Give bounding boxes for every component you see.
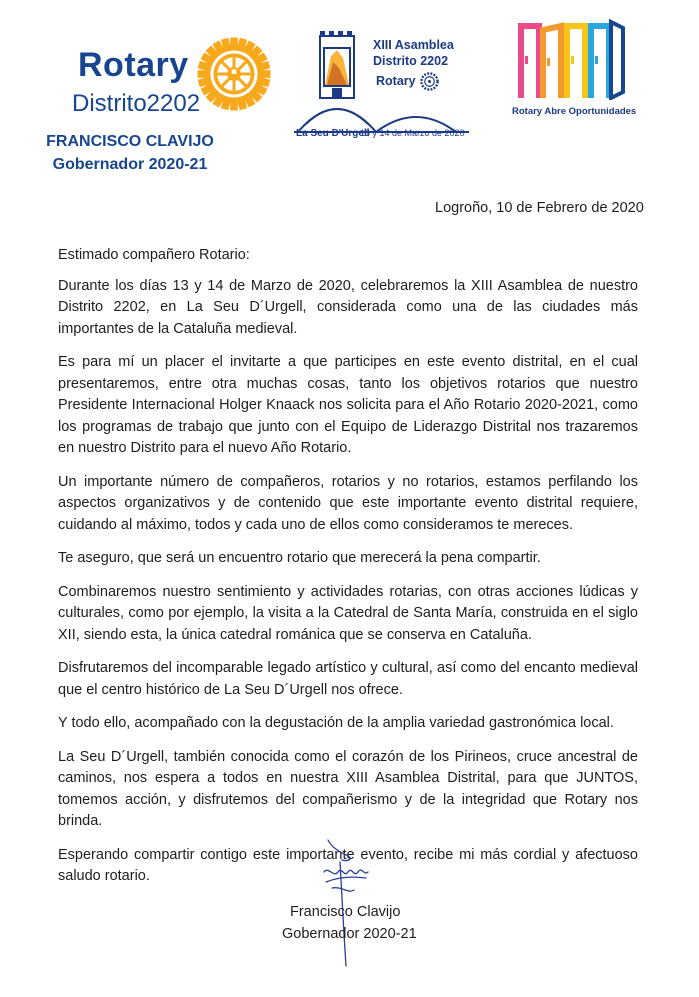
assembly-dates: 13 y 14 de Marzo de 2020 — [360, 128, 465, 138]
letter-paragraph: Y todo ello, acompañado con la degustación de la amplia variedad gastronómica local. — [58, 715, 614, 731]
doors-logo-caption: Rotary Abre Oportunidades — [512, 106, 637, 117]
assembly-title-line2: Distrito 2202 — [373, 54, 449, 68]
signatory-name: Francisco Clavijo — [290, 904, 401, 920]
assembly-rotary-word: Rotary — [376, 74, 416, 88]
letter-paragraph: Es para mí un placer el invitarte a que participes en este evento distrital, en el cual presentaremos, entre otra muchas cosas, tanto los objetivos rotarios que nuestro Presidente Internacional Holger Knaack nos solicita para el Año Rotario 2020-2021, como los programas de trabajo que junto con el Equipo de Liderazgo Distrital nos trazaremos en nuestro Distrito para el nuevo Año Rotario. — [58, 354, 638, 456]
rotary-wheel-icon — [196, 36, 272, 112]
governor-name: FRANCISCO CLAVIJO — [46, 133, 214, 150]
assembly-place: La Seu D'Urgell — [296, 128, 370, 139]
place-and-date: Logroño, 10 de Febrero de 2020 — [435, 200, 644, 216]
greeting: Estimado compañero Rotario: — [58, 247, 250, 263]
letter-paragraph: Te aseguro, que será un encuentro rotario que merecerá la pena compartir. — [58, 550, 541, 566]
letter-paragraph: Disfrutaremos del incomparable legado artístico y cultural, así como del encanto medieval que el centro histórico de La Seu D´Urgell nos ofrece. — [58, 660, 638, 698]
letter-paragraph: Esperando compartir contigo este importante evento, recibe mi más cordial y afectuoso saludo rotario. — [58, 846, 638, 884]
rotary-wordmark: Rotary — [78, 46, 189, 84]
letter-paragraph: Durante los días 13 y 14 de Marzo de 2020, celebraremos la XIII Asamblea de nuestro Distrito 2202, en La Seu D´Urgell, considerada como una de las ciudades más importantes de la Cataluña medieval. — [58, 277, 638, 337]
signatory-title: Gobernador 2020-21 — [282, 926, 417, 942]
handwritten-signature — [318, 838, 378, 968]
assembly-title-line1: XIII Asamblea — [373, 38, 454, 52]
district-label: Distrito2202 — [72, 90, 201, 117]
open-doors-logo — [517, 18, 627, 100]
rotary-wheel-small-icon — [420, 72, 439, 91]
letter-paragraph: Combinaremos nuestro sentimiento y actividades rotarias, con otras acciones lúdicas y culturales, como por ejemplo, la visita a la Catedral de Santa María, construida en el siglo XII, siendo esta, la única catedral románica que se conserva en Cataluña. — [58, 583, 638, 643]
letter-paragraph: Un importante número de compañeros, rotarios y no rotarios, estamos perfilando los aspectos organizativos y de contenido que este importante evento distrital requiere, cuidando al máximo, todos y cada uno de ellos como consideramos te mereces. — [58, 473, 638, 533]
governor-title: Gobernador 2020-21 — [52, 156, 208, 173]
letter-body — [58, 245, 638, 900]
letter-paragraph: La Seu D´Urgell, también conocida como el corazón de los Pirineos, cruce ancestral de caminos, nos espera a todos en nuestra XIII Asamblea Distrital, para que JUNTOS, tomemos acción, y disfrutemos del compañerismo y de la integridad que Rotary nos brinda. — [58, 748, 638, 829]
